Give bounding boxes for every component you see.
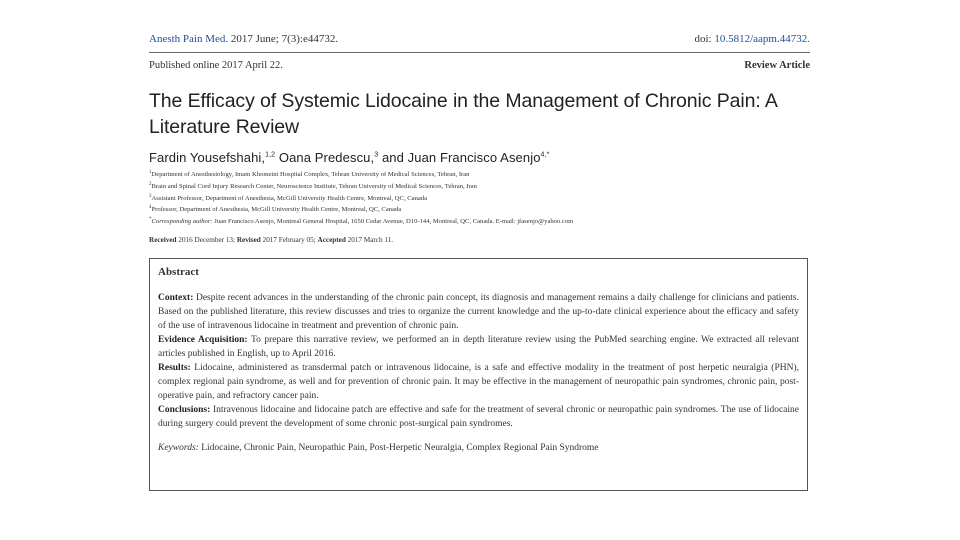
affiliation: $^1$Department of Anesthesiology, Imam Khomeini Hospital Complex, Tehran University of Medical Sciences, Tehran, Iran [149, 170, 470, 179]
corresponding-author: *Corresponding author: Juan Francisco Asenjo, Montreal General Hospital, 1650 Cedar Avenue, D10-144, Montreal, QC, Canada. E-mail: jfasenjo@yahoo.com [149, 217, 574, 226]
author[interactable]: and Juan Francisco Asenjo$^{4,*}$ [381, 150, 550, 165]
published-online: Published online 2017 April 22. [149, 60, 283, 71]
author-list [149, 150, 809, 165]
abstract-context: Context: Despite recent advances in the understanding of the chronic pain concept, its diagnosis and management remains a daily challenge for clinicians and patients. Based on the published literature, this review discusses and tries to organize the current knowledge and the up-to-date clinical experience about the efficacy and safety of the use of intravenous lidocaine in treatment and prevention of chronic pain. [158, 293, 800, 331]
affiliation: $^3$Assistant Professor, Department of Anesthesia, McGill University Health Centre, Montreal, QC, Canada [149, 193, 428, 202]
keywords: Keywords: Lidocaine, Chronic Pain, Neuropathic Pain, Post-Herpetic Neuralgia, Complex Regional Pain Syndrome [158, 443, 599, 453]
affiliation: $^2$Brain and Spinal Cord Injury Research Center, Neuroscience Institute, Tehran University of Medical Sciences, Tehran, Iran [149, 181, 477, 190]
article-dates: Received 2016 December 13; Revised 2017 February 05; Accepted 2017 March 11. [149, 236, 394, 244]
doi [694, 33, 810, 45]
citation-info: 2017 June; 7(3):e44732. [230, 33, 339, 45]
affiliation: $^4$Professor, Department of Anesthesia, McGill University Health Centre, Montreal, QC, Canada [149, 205, 402, 214]
doi-link[interactable]: 10.5812/aapm.44732. [714, 33, 810, 45]
affiliations [149, 168, 809, 215]
abstract-evidence: Evidence Acquisition: To prepare this narrative review, we performed an in depth literature review using the PubMed searching engine. We extracted all relevant articles published in English, up to April 2016. [158, 335, 799, 359]
journal-name[interactable]: Anesth Pain Med. [149, 33, 229, 45]
header-divider [149, 52, 810, 53]
journal-header [149, 33, 810, 45]
corresponding-details[interactable]: Juan Francisco Asenjo, Montreal General Hospital, 1650 Cedar Avenue, D10-144, Montreal, QC, Canada. E-mail: jfasenjo@yahoo.com [214, 218, 574, 226]
article-type: Review Article [744, 60, 810, 71]
publication-bar [149, 60, 810, 71]
abstract-box [149, 258, 808, 491]
doi-label: doi: [694, 33, 712, 45]
abstract-conclusions: Conclusions: Intravenous lidocaine and lidocaine patch are effective and safe for the treatment of several chronic or neuropathic pain syndromes. The use of lidocaine during surgery could prevent the development of some chronic post-surgical pain syndromes. [158, 405, 799, 429]
abstract-results: Results: Lidocaine, administered as transdermal patch or intravenous lidocaine, is a safe and effective modality in the treatment of post herpetic neuralgia (PHN), complex regional pain syndrome, as well and for prevention of chronic pain. It may be effective in the management of neuropathic pain syndromes, chronic pain, post-operative pain, and refractory cancer pain. [158, 363, 800, 401]
article-title: The Efficacy of Systemic Lidocaine in the Management of Chronic Pain: A Literature Review [149, 90, 777, 138]
author[interactable]: Fardin Yousefshahi,$^{1,2}$ [149, 150, 276, 165]
author[interactable]: Oana Predescu,$^3$ [278, 150, 379, 165]
abstract-heading: Abstract [158, 266, 199, 278]
journal-citation [149, 33, 338, 45]
